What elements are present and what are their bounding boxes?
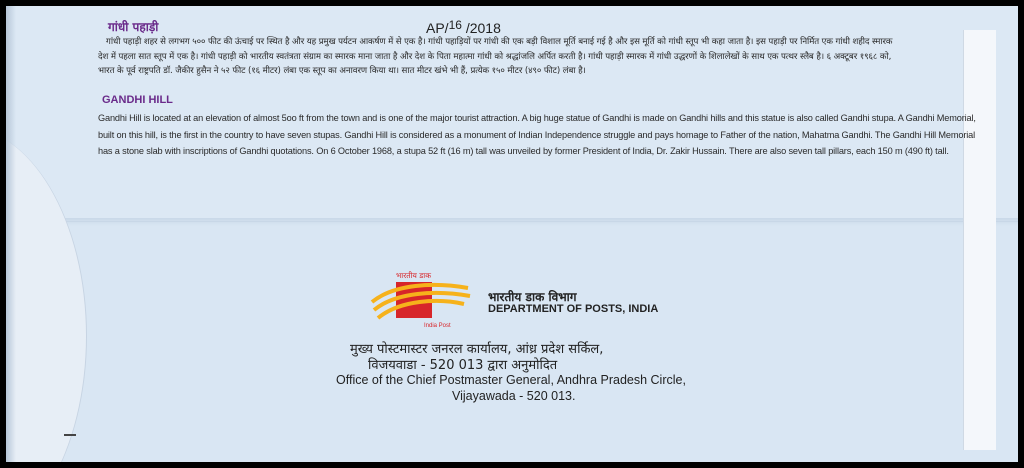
address-english-line-1: Office of the Chief Postmaster General, Andhra Pradesh Circle, (336, 373, 686, 387)
hindi-description: गांधी पहाड़ी शहर से लगभग ५०० फीट की ऊंचाई पर स्थित है और यह प्रमुख पर्यटन आकर्षण में से एक है। गांधी पहाड़ियों पर गांधी की एक बड़ी विशाल मूर्ति बनाई गई है और इस मूर्ति को गांधी स्तूप भी कहा जाता है। इस पहाड़ी पर निर्मित एक गांधी शहीद स्मारक देश में पहला सात स्तूप में एक है। गांधी पहाड़ी को भारतीय स्वतंत्रता संग्राम का स्मारक माना जाता है और देश के पिता महात्मा गांधी को श्रद्धांजलि अर्पित करती है। गांधी पहाड़ी स्मारक में गांधी उद्धरणों के शिलालेखों के साथ एक पत्थर स्लैब है। ६ अक्टूबर १९६८ को, भारत के पूर्व राष्ट्रपति डॉ. जैकीर हुसैन ने ५२ फीट (१६ मीटर) लंबा एक स्तूप का अनावरण किया था। सात मीटर खंभे भी हैं, प्रत्येक १५० मीटर (४९० फीट) लंबा है। (98, 37, 893, 76)
address-hindi-line-2: विजयवाडा - 520 013 द्वारा अनुमोदित (368, 358, 558, 373)
envelope-edge-shade (6, 6, 16, 462)
india-post-logo (364, 268, 472, 330)
logo-hindi-text: भारतीय डाक (396, 271, 431, 280)
address-english-line-2: Vijayawada - 520 013. (452, 389, 576, 403)
reference-number (426, 18, 501, 36)
department-english: DEPARTMENT OF POSTS, INDIA (488, 303, 659, 315)
reference-suffix: /2018 (461, 20, 501, 36)
english-title: GANDHI HILL (102, 94, 173, 106)
printer-mark (64, 434, 76, 436)
department-hindi: भारतीय डाक विभाग (488, 290, 577, 304)
envelope-right-strip (963, 30, 996, 450)
reference-handwritten-number: 16 (448, 18, 462, 32)
hindi-title: गांधी पहाड़ी (108, 20, 159, 34)
flap-shadow (6, 218, 1018, 226)
english-description: Gandhi Hill is located at an elevation of almost 5oo ft from the town and is one of the major tourist attraction. A big huge statue of Gandhi is made on Gandhi hills and this statue is also called Gandhi stupa. A Gandhi Memorial, built on this hill, is the first in the country to have seven stupas. Gandhi Hill is considered as a monument of Indian Independence struggle and pays homage to Father of the nation, Mahatma Gandhi. The Gandhi Hill Memorial has a stone slab with inscriptions of Gandhi quotations. On 6 October 1968, a stupa 52 ft (16 m) tall was unveiled by former President of India, Dr. Zakir Hussain. There are also seven tall pillars, each 150 m (490 ft) tall. (98, 113, 976, 157)
address-hindi-line-1: मुख्य पोस्टमास्टर जनरल कार्यालय, आंध्र प्रदेश सर्किल, (350, 342, 604, 357)
reference-prefix: AP/ (426, 20, 449, 36)
logo-english-text: India Post (424, 323, 451, 329)
